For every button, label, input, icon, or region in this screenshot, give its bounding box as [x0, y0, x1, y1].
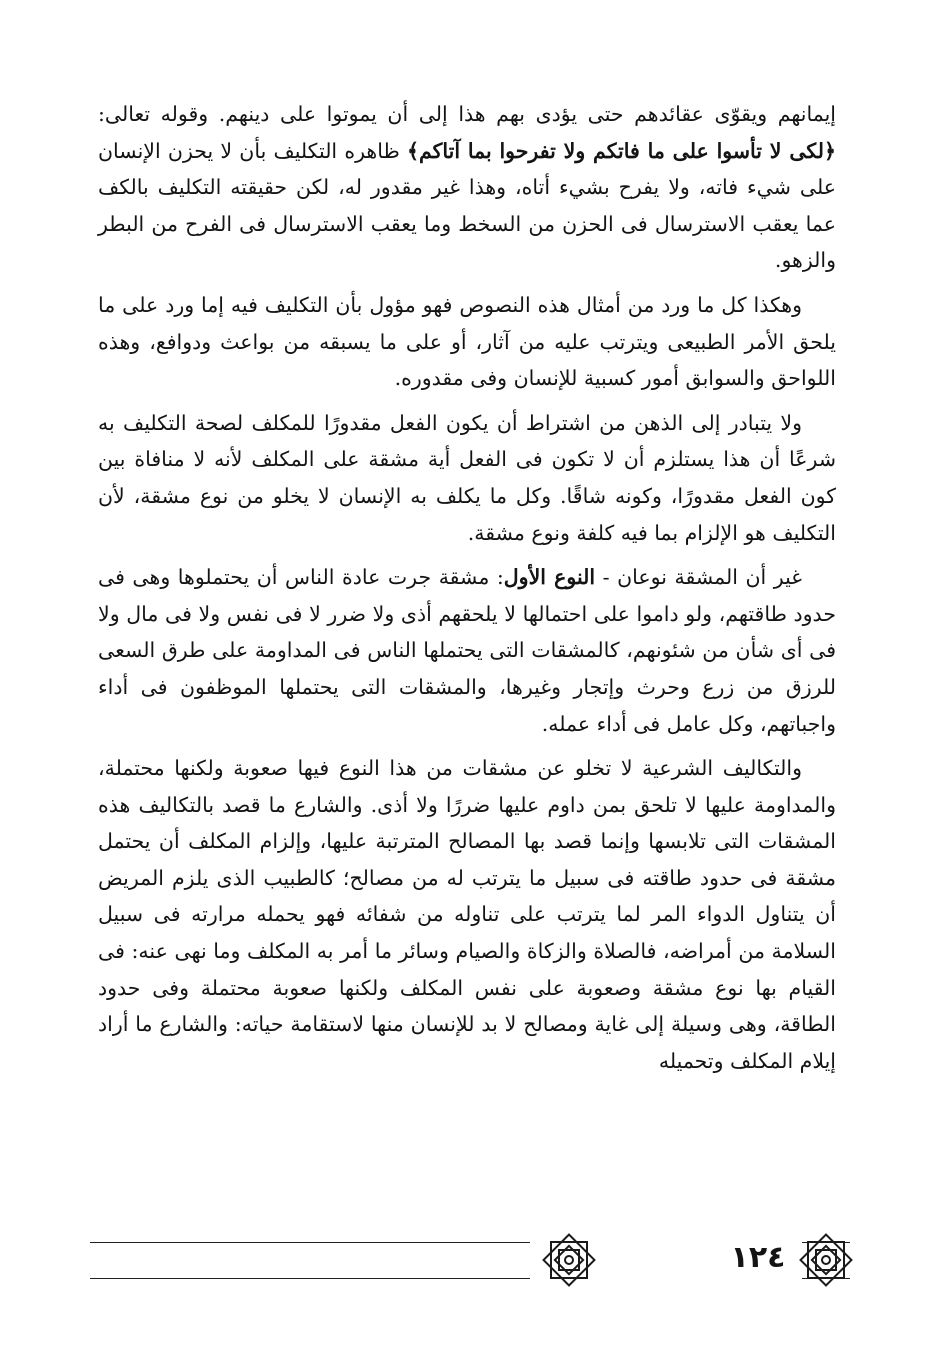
- text-segment: : مشقة جرت عادة الناس أن يحتملوها وهى فى حدود طاقتهم، ولو داموا على احتمالها لا يلحقهم أذى ولا ضرر لا فى نفس ولا فى مال ولا فى أى شأن من شئونهم، كالمشقات التى يحتملها الناس فى المداومة على طرق السعى للرزق من زرع وحرث وإتجار وغيرها، والمشقات التى يحتملها الموظفون فى أداء واجباتهم، وكل عامل فى أداء عمله.: [98, 565, 836, 736]
- paragraph: [98, 96, 836, 279]
- text-segment: غير أن المشقة نوعان -: [595, 565, 802, 590]
- text-segment: ولا يتبادر إلى الذهن من اشتراط أن يكون الفعل مقدورًا للمكلف لصحة التكليف به شرعًا أن هذا يستلزم أن لا تكون فى الفعل أية مشقة على المكلف لأنه لا منافاة بين كون الفعل مقدورًا، وكونه شاقًا. وكل ما يكلف به الإنسان لا يخلو من نوع مشقة، لأن التكليف هو الإلزام بما فيه كلفة ونوع مشقة.: [98, 410, 836, 545]
- quran-verse: ﴿لكى لا تأسوا على ما فاتكم ولا تفرحوا بما آتاكم﴾: [406, 138, 836, 163]
- body-text: [98, 96, 836, 1087]
- text-segment: والتكاليف الشرعية لا تخلو عن مشقات من هذا النوع فيها صعوبة ولكنها محتملة، والمداومة عليها لا تلحق بمن داوم عليها ضررًا ولا أذى. والشارع ما قصد بالتكاليف هذه المشقات التى تلابسها وإنما قصد بها المصالح المترتبة عليها، وإلزام المكلف أن يحتمل مشقة فى حدود طاقته فى سبيل ما يترتب له من مصالح؛ كالطبيب الذى يلزم المريض أن يتناول الدواء المر لما يترتب على تناوله من شفائه فهو يحمله مرارته فى سبيل السلامة من أمراضه، فالصلاة والزكاة والصيام وسائر ما أمر به المكلف وما نهى عنه: فى القيام بها نوع مشقة وصعوبة على نفس المكلف ولكنها صعوبة محتملة وفى حدود الطاقة، وهى وسيلة إلى غاية ومصالح لا بد للإنسان منها لاستقامة حياته: والشارع ما أراد إيلام المكلف وتحميله: [98, 756, 836, 1073]
- text-segment: وهكذا كل ما ورد من أمثال هذه النصوص فهو مؤول بأن التكليف فيه إما ورد على ما يلحق الأمر الطبيعى ويترتب عليه من آثار، أو على ما يسبقه من بواعث ودوافع، وهذه اللواحق والسوابق أمور كسبية للإنسان وفى مقدوره.: [98, 292, 836, 391]
- footer-rule-bottom-left: [90, 1278, 530, 1279]
- geometric-star-ornament-icon: [539, 1230, 599, 1290]
- geometric-star-ornament-icon: [796, 1230, 856, 1290]
- text-segment: ظاهره التكليف بأن لا يحزن الإنسان على شيء فاته، ولا يفرح بشيء أتاه، وهذا غير مقدور له، لكن حقيقته التكليف بالكف عما يعقب الاسترسال فى الحزن من السخط وما يعقب الاسترسال فى الفرح من البطر والزهو.: [98, 138, 836, 273]
- paragraph: [98, 559, 836, 742]
- text-segment: إيمانهم ويقوّى عقائدهم حتى يؤدى بهم هذا إلى أن يموتوا على دينهم. وقوله تعالى:: [98, 102, 836, 126]
- footer-rule-top-left: [90, 1242, 530, 1243]
- paragraph: [98, 405, 836, 551]
- page-number: ١٢٤: [730, 1240, 786, 1275]
- paragraph: [98, 287, 836, 397]
- paragraph: [98, 750, 836, 1079]
- page-footer: [90, 1226, 850, 1306]
- bold-heading: النوع الأول: [503, 565, 596, 590]
